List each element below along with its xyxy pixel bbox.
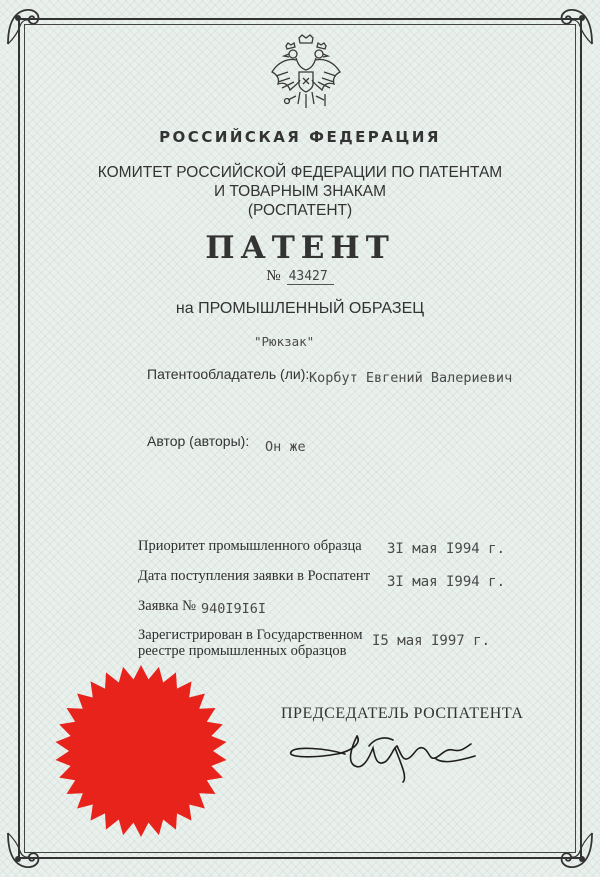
committee-line-3: (РОСПАТЕНТ) (247, 202, 353, 219)
author-value: Он же (265, 439, 306, 455)
double-headed-eagle-icon (268, 34, 344, 116)
priority-value: 3I мая I994 г. (387, 541, 506, 557)
patent-number: 43427 (287, 269, 334, 285)
committee-heading (0, 163, 600, 220)
holder-value: Корбут Евгений Валериевич (309, 370, 513, 386)
holder-label: Патентообладатель (ли): (147, 366, 310, 382)
ornamental-corner-icon (552, 829, 596, 873)
document-title: ПАТЕНТ (205, 230, 395, 266)
red-seal-icon (52, 662, 230, 840)
author-label: Автор (авторы): (147, 433, 250, 449)
ornamental-corner-icon (4, 829, 48, 873)
filing-label: Дата поступления заявки в Роспатент (138, 568, 370, 584)
filing-value: 3I мая I994 г. (387, 574, 506, 590)
country-heading: РОССИЙСКАЯ ФЕДЕРАЦИЯ (159, 128, 441, 146)
design-name: "Рюкзак" (254, 334, 315, 349)
committee-line-2: И ТОВАРНЫМ ЗНАКАМ (213, 183, 387, 200)
number-sign: № (266, 268, 281, 284)
seal-starburst (56, 665, 227, 837)
chairman-title: ПРЕДСЕДАТЕЛЬ РОСПАТЕНТА (281, 705, 524, 722)
priority-label: Приоритет промышленного образца (138, 538, 362, 554)
patent-type: на ПРОМЫШЛЕННЫЙ ОБРАЗЕЦ (175, 300, 425, 317)
registered-value: I5 мая I997 г. (372, 633, 491, 649)
application-value: 940I9I6I (201, 601, 267, 617)
signature (285, 718, 495, 788)
committee-line-1: КОМИТЕТ РОССИЙСКОЙ ФЕДЕРАЦИИ ПО ПАТЕНТАМ (97, 164, 503, 181)
ornamental-corner-icon (552, 4, 596, 48)
application-label: Заявка № (138, 598, 196, 614)
ornamental-corner-icon (4, 4, 48, 48)
patent-number-line (0, 268, 600, 285)
registered-label-line-2: реестре промышленных образцов (138, 643, 347, 659)
registered-label-line-1: Зарегистрирован в Государственном (138, 627, 363, 643)
